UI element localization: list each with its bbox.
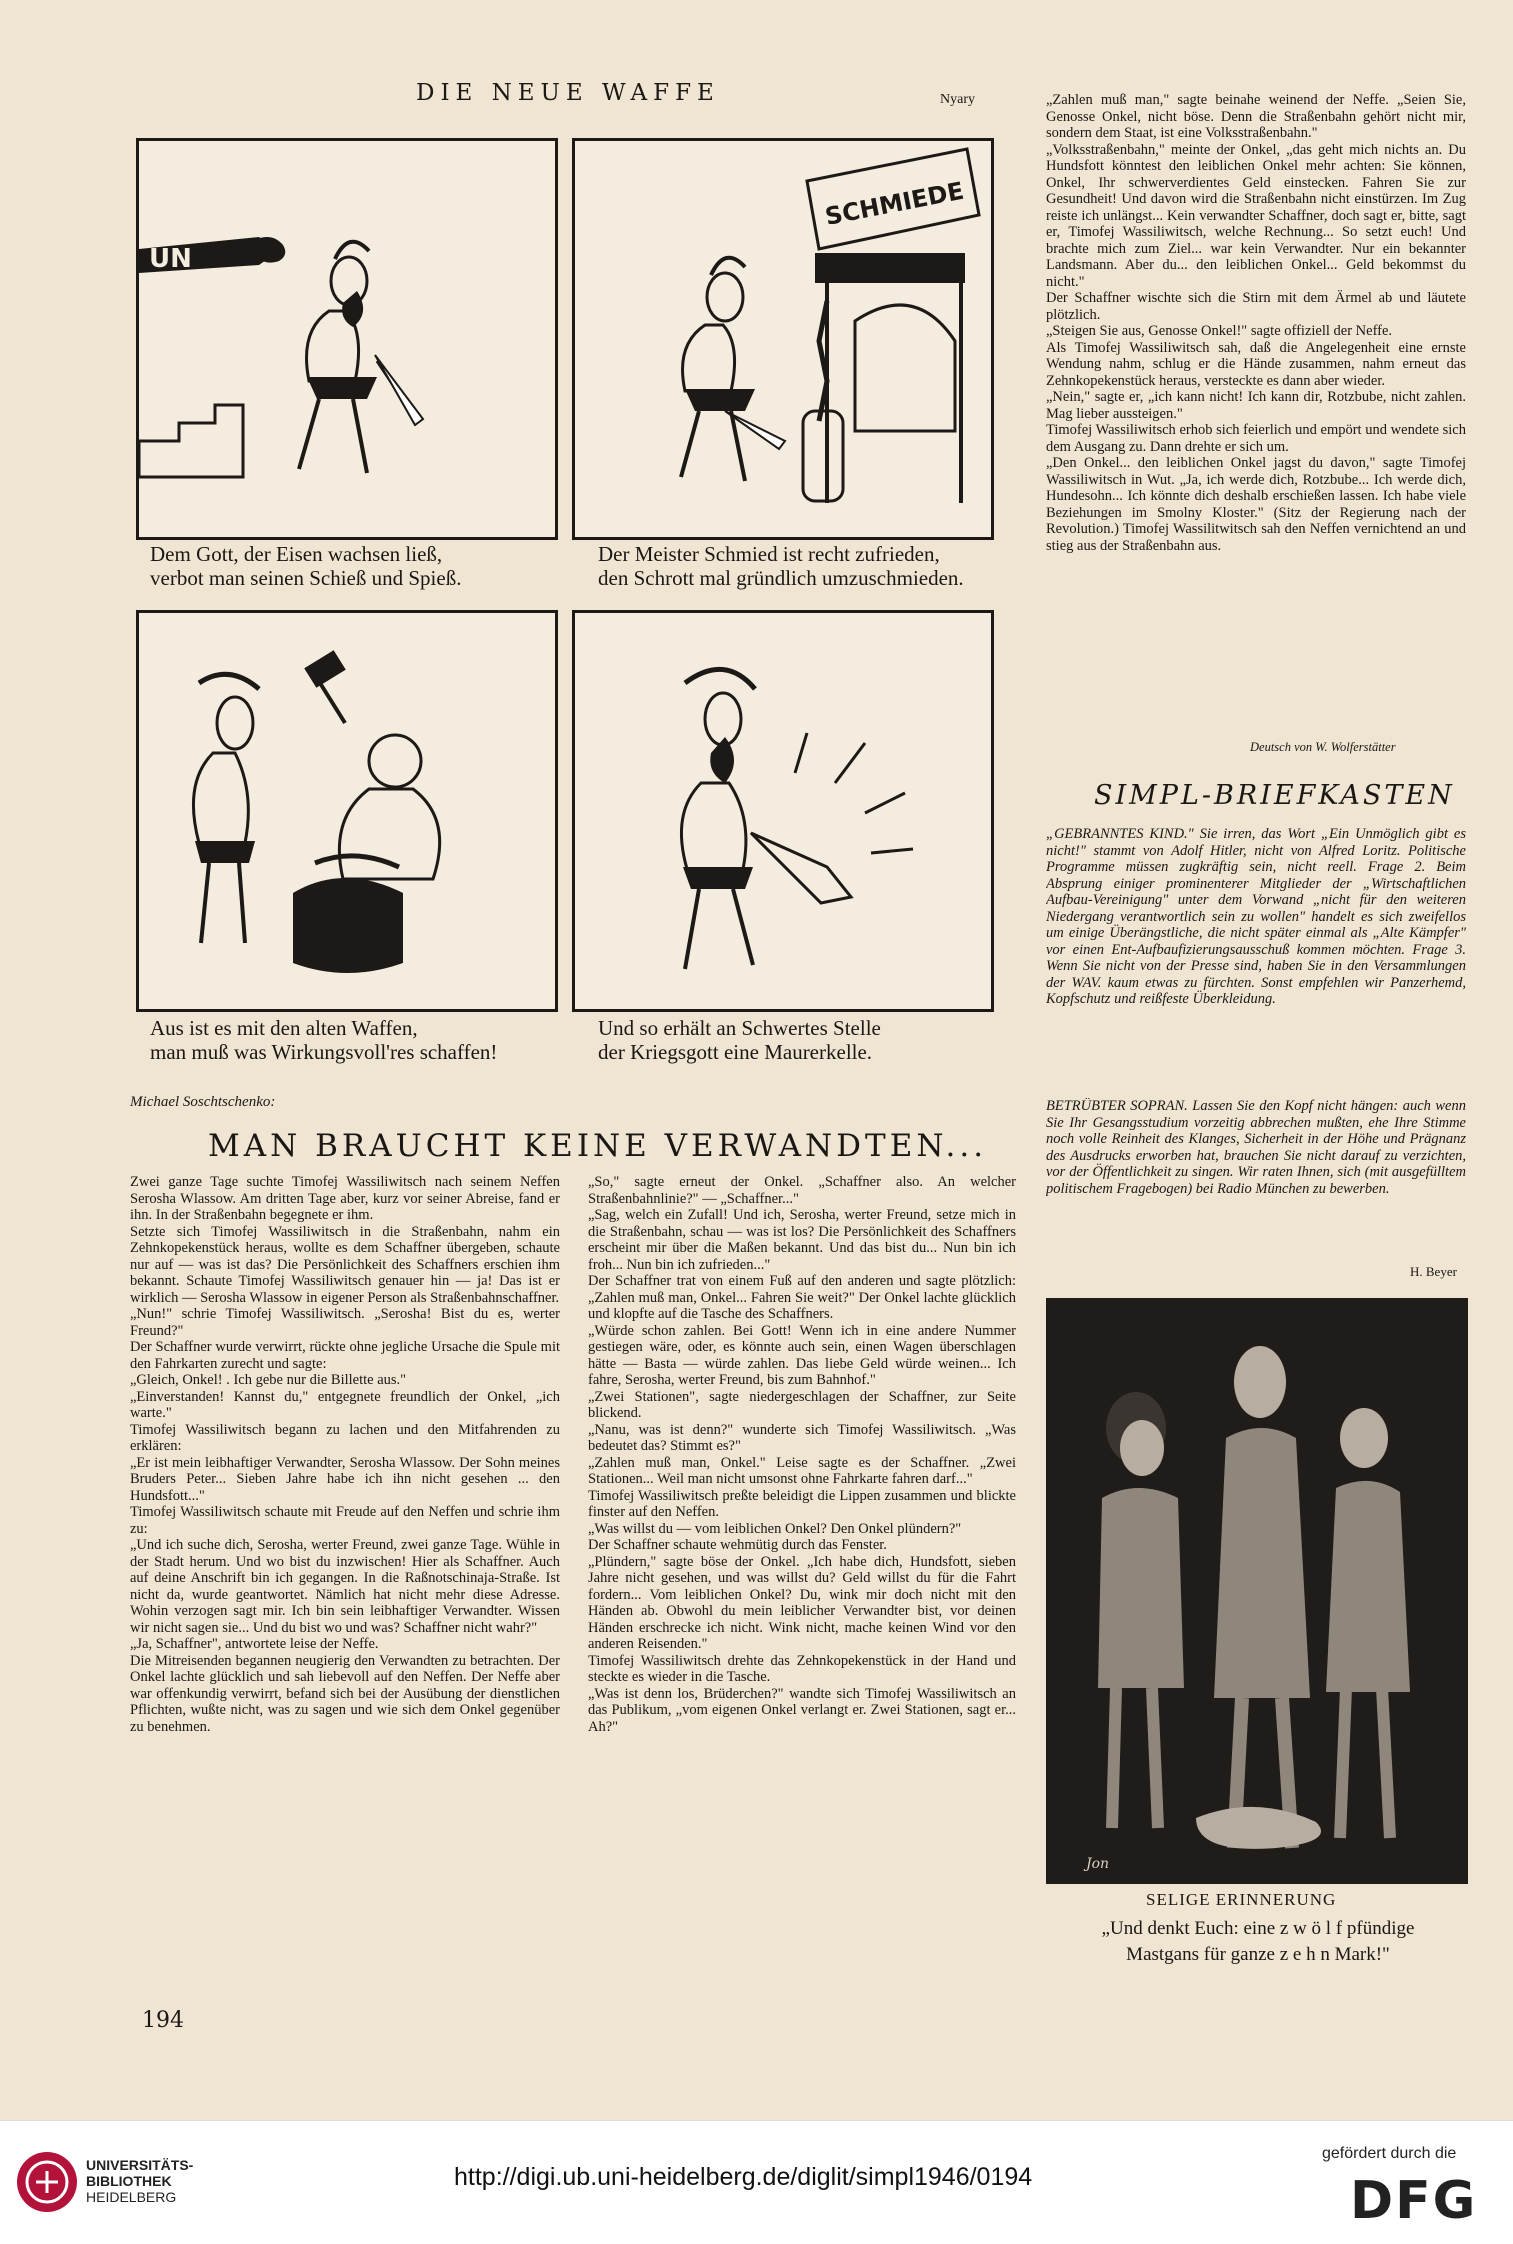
briefkasten-entry-1 xyxy=(1046,826,1466,1096)
cartoon-caption-line-2: Mastgans für ganze z e h n Mark!" xyxy=(1126,1944,1390,1965)
library-logo-line-3: HEIDELBERG xyxy=(86,2189,177,2205)
story-column-2 xyxy=(588,1174,1016,1974)
panel-4-drawing xyxy=(575,613,991,1009)
caption-panel-4 xyxy=(598,1016,881,1064)
caption-panel-4-line-1: Und so erhält an Schwertes Stelle xyxy=(598,1016,881,1040)
funded-by-text: gefördert durch die xyxy=(1322,2145,1457,2162)
panel-2-drawing xyxy=(575,141,991,537)
caption-panel-2-line-1: Der Meister Schmied ist recht zufrieden, xyxy=(598,542,940,566)
page-number: 194 xyxy=(142,2008,184,2033)
briefkasten-title: SIMPL-BRIEFKASTEN xyxy=(1094,780,1455,811)
comic-panel-4 xyxy=(572,610,994,1012)
library-logo-text xyxy=(86,2157,193,2205)
cartoon-selige-erinnerung xyxy=(1046,1298,1468,1884)
caption-panel-3-line-2: man muß was Wirkungsvoll'res schaffen! xyxy=(150,1040,498,1064)
story-title: MAN BRAUCHT KEINE VERWANDTEN... xyxy=(208,1128,988,1164)
caption-panel-2-line-2: den Schrott mal gründlich umzuschmieden. xyxy=(598,566,964,590)
cartoon-caption-title: SELIGE ERINNERUNG xyxy=(1146,1890,1337,1909)
comic-panel-2 xyxy=(572,138,994,540)
caption-panel-1-line-2: verbot man seinen Schieß und Spieß. xyxy=(150,566,462,590)
story-author: Michael Soschtschenko: xyxy=(130,1094,276,1110)
caption-panel-1 xyxy=(150,542,461,590)
story-column-1-text: Zwei ganze Tage suchte Timofej Wassiliwitsch nach seinem Neffen Serosha Wlassow. Am dritten Tage aber, kurz vor seiner Abreise, fand er ihn. In der Straßenbahn begegnete er ihm. Setzte sich Timofej Wassiliwitsch in die Straßenbahn, nahm ein Zehnkopekenstück heraus, wollte es dem Schaffner übergeben, schaute nur auf — was ist das? Die Persönlichkeit des Schaffners erschien ihm bekannt. Schaute Timofej Wassiliwitsch genauer hin — ja! Das ist er wirklich — Serosha Wlassow in eigener Person als Straßenbahnschaffner. „Nun!" schrie Timofej Wassiliwitsch. „Serosha! Bist du es, werter Freund?" Der Schaffner wurde verwirrt, rückte ohne jegliche Ursache die Spule mit den Fahrkarten zurecht und sagte: „Gleich, Onkel! . Ich gebe nur die Billette aus." „Einverstanden! Kannst du," entgegnete freundlich der Onkel, „ich warte." Timofej Wassiliwitsch begann zu lachen und den Mitfahrenden zu erklären: „Er ist mein leibhaftiger Verwandter, Serosha Wlassow. Der Sohn meines Bruders Peter... Sieben Jahre habe ich ihn nicht gesehen ... den Hundsfott..." Timofej Wassiliwitsch schaute mit Freude auf den Neffen und schrie ihm zu: „Und ich suche dich, Serosha, werter Freund, zwei ganze Tage. Wühle in der Stadt herum. Und wo bist du inzwischen! Hier als Schaffner. Auch auf deine Anschrift bin ich gegangen. In die Raßnotschinaja-Straße. Ist nicht da, wurde geantwortet. Nämlich hat nicht mehr diese Adresse. Wohin verzogen sagt mir. Ich bin sein leibhaftiger Verwandter. Wissen wir nicht sagen sie... Und du bist wo und was? Schaffner nicht wahr?" „Ja, Schaffner", antwortete leise der Neffe. Die Mitreisenden begannen neugierig den Verwandten zu betrachten. Der Onkel lachte glücklich und sah liebevoll auf den Neffen. Der Neffe aber war offenkundig verwirrt, befand sich bei der Ausübung der dienstlichen Pflichten, wußte nicht, was zu sagen und wie sich dem Onkel gegenüber zu benehmen. xyxy=(130,1174,560,1735)
caption-panel-1-line-1: Dem Gott, der Eisen wachsen ließ, xyxy=(150,542,443,566)
panel-1-sign: UN xyxy=(149,244,192,274)
panel-1-drawing xyxy=(139,141,555,537)
source-url-link[interactable]: http://digi.ub.uni-heidelberg.de/diglit/simpl1946/0194 xyxy=(454,2163,1033,2191)
library-logo-line-2: BIBLIOTHEK xyxy=(86,2173,172,2189)
comic-panel-1 xyxy=(136,138,558,540)
cartoon-drawing xyxy=(1046,1298,1468,1884)
library-footer xyxy=(0,2120,1513,2244)
comic-panel-3 xyxy=(136,610,558,1012)
caption-panel-2 xyxy=(598,542,964,590)
comic-title: DIE NEUE WAFFE xyxy=(416,80,720,106)
library-logo-line-1: UNIVERSITÄTS- xyxy=(86,2157,194,2173)
briefkasten-entry-2 xyxy=(1046,1098,1466,1248)
caption-panel-3-line-1: Aus ist es mit den alten Waffen, xyxy=(150,1016,418,1040)
briefkasten-signature: H. Beyer xyxy=(1410,1264,1457,1279)
panel-2-sign: SCHMIEDE xyxy=(822,176,967,231)
story-column-3-text: „Zahlen muß man," sagte beinahe weinend der Neffe. „Seien Sie, Genosse Onkel, nicht böse. Denn die Straßenbahn gehört nicht mir, sondern dem Staat, ist eine Volksstraßenbahn." „Volksstraßenbahn," meinte der Onkel, „das geht mich nichts an. Du Hundsfott könntest den leiblichen Onkel mehr achten: Sie können, Onkel, Ihr schwerverdientes Geld einstecken. Fahren Sie zur Gesundheit! Und davon wird die Straßenbahn nicht einstürzen. Im Zug reiste ich unlängst... Kein verwandter Schaffner, doch sagt er, bitte, sagt er, Timofej Wassiliwitsch, welche Rechnung... So setzt euch! Und brachte mich zum Ziel... war kein Verwandter. Nur ein bekannter Landsmann. Aber du... den leiblichen Onkel... Geld bekommst du nicht." Der Schaffner wischte sich die Stirn mit dem Ärmel ab und läutete plötzlich. „Steigen Sie aus, Genosse Onkel!" sagte offiziell der Neffe. Als Timofej Wassiliwitsch sah, daß die Angelegenheit eine ernste Wendung nahm, schlug er die Hände zusammen, nahm erneut das Zehnkopekenstück heraus, versteckte es dann aber wieder. „Nein," sagte er, „ich kann nicht! Ich kann dir, Rotzbube, nicht zahlen. Mag lieber aussteigen." Timofej Wassiliwitsch erhob sich feierlich und empört und wendete sich dem Ausgang zu. Dann drehte er sich um. „Den Onkel... den leiblichen Onkel jagst du davon," sagte Timofej Wassiliwitsch in Wut. „Ja, ich werde dich, Rotzbube... Ich werde dich, Hundesohn... Ich könnte dich deshalb erschießen lassen. Ich habe viele Beziehungen im Smolny Kloster." (Sitz der Regierung nach der Revolution.) Timofej Wassilitwitsch sah den Neffen vernichtend an und stieg aus der Straßenbahn aus. xyxy=(1046,92,1466,554)
story-translator: Deutsch von W. Wolferstätter xyxy=(1250,740,1396,754)
cartoon-signature: Jon xyxy=(1086,1856,1110,1872)
cartoon-caption-line-1: „Und denkt Euch: eine z w ö l f pfündige xyxy=(1101,1918,1415,1939)
caption-panel-3 xyxy=(150,1016,497,1064)
story-column-2-text: „So," sagte erneut der Onkel. „Schaffner also. An welcher Straßenbahnlinie?" — „Schaffner..." „Sag, welch ein Zufall! Und ich, Serosha, werter Freund, setze mich in die Straßenbahn, schau — was ist los? Die Persönlichkeit des Schaffners erscheint mir über die Maßen bekannt. Und das bist du... Nun bin ich froh... Nun bin ich zufrieden..." Der Schaffner trat von einem Fuß auf den anderen und sagte plötzlich: „Zahlen muß man, Onkel... Fahren Sie weit?" Der Onkel lachte glücklich und klopfte auf die Tasche des Schaffners. „Würde schon zahlen. Bei Gott! Wenn ich in eine andere Nummer gestiegen wäre, oder, es könnte auch sein, einen Wagen überschlagen hätte — Basta — würde zahlen. Das liebe Geld würde weinen... Ich fahre, Serosha, werter Freund, bis zum Bahnhof." „Zwei Stationen", sagte niedergeschlagen der Schaffner, zur Seite blickend. „Nanu, was ist denn?" wunderte sich Timofej Wassiliwitsch. „Was bedeutet das? Stimmt es?" „Zahlen muß man, Onkel." Leise sagte es der Schaffner. „Zwei Stationen... Weil man nicht umsonst ohne Fahrkarte fahren darf..." Timofej Wassiliwitsch preßte beleidigt die Lippen zusammen und blickte finster auf den Neffen. „Was willst du — vom leiblichen Onkel? Den Onkel plündern?" Der Schaffner schaute wehmütig durch das Fenster. „Plündern," sagte böse der Onkel. „Ich habe dich, Hundsfott, sieben Jahre nicht gesehen, und was willst du? Geld willst du für die Fahrt fordern... Vom leiblichen Onkel? Du, wink mir doch nicht mit den Händen ab. Obwohl du mein leiblicher Verwandter bist, vor deinen Händen erschrecke ich nicht. Wink nicht, mache keinen Wind vor den anderen Reisenden." Timofej Wassiliwitsch drehte das Zehnkopekenstück in der Hand und steckte es wieder in die Tasche. „Was ist denn los, Brüderchen?" wandte sich Timofej Wassiliwitsch an das Publikum, „vom eigenen Onkel verlangt er. Zwei Stationen, sagt er... Ah?" xyxy=(588,1174,1016,1735)
story-column-1 xyxy=(130,1174,560,1974)
story-column-3 xyxy=(1046,92,1466,732)
university-seal-icon xyxy=(14,2149,80,2215)
panel-3-drawing xyxy=(139,613,555,1009)
caption-panel-4-line-2: der Kriegsgott eine Maurerkelle. xyxy=(598,1040,873,1064)
briefkasten-entry-2-text: BETRÜBTER SOPRAN. Lassen Sie den Kopf nicht hängen: auch wenn Sie Ihr Gesangsstudium vorzeitig abbrechen mußten, ehe Ihre Stimme noch volle Reinheit des Klanges, Sicherheit in der Höhe und Prägnanz des Ausdrucks erworben hat, brauchen Sie nicht darauf zu verzichten, vor der Öffentlichkeit zu singen. Wir raten Ihnen, sich (mit ausgefülltem politischem Fragebogen) bei Radio München zu bewerben. xyxy=(1046,1098,1466,1197)
comic-artist: Nyary xyxy=(940,92,975,107)
briefkasten-entry-1-text: „GEBRANNTES KIND." Sie irren, das Wort „Ein Unmöglich gibt es nicht!" stammt von Adolf Hitler, nicht von Alfred Loritz. Politische Programme müssen zugkräftig sein, nicht reell. Frage 2. Beim Absprung einiger prominenterer Mitglieder der „Wirtschaftlichen Aufbau-Vereinigung" unter dem Vorwand „nicht für den weiteren Niedergang verantwortlich sein zu wollen" handelt es sich zweifellos um einige Überängstliche, die nicht später einmal als „Alte Kämpfer" vor einen Ent-Aufbaufizierungsausschuß kommen möchten. Frage 3. Wenn Sie nicht von der Presse sind, haben Sie in den Versammlungen der WAV. kaum etwas zu fürchten. Sonst empfehlen wir Panzerhemd, Kopfschutz und reißfeste Überkleidung. xyxy=(1046,826,1466,1007)
dfg-logo: DFG xyxy=(1350,2171,1478,2231)
